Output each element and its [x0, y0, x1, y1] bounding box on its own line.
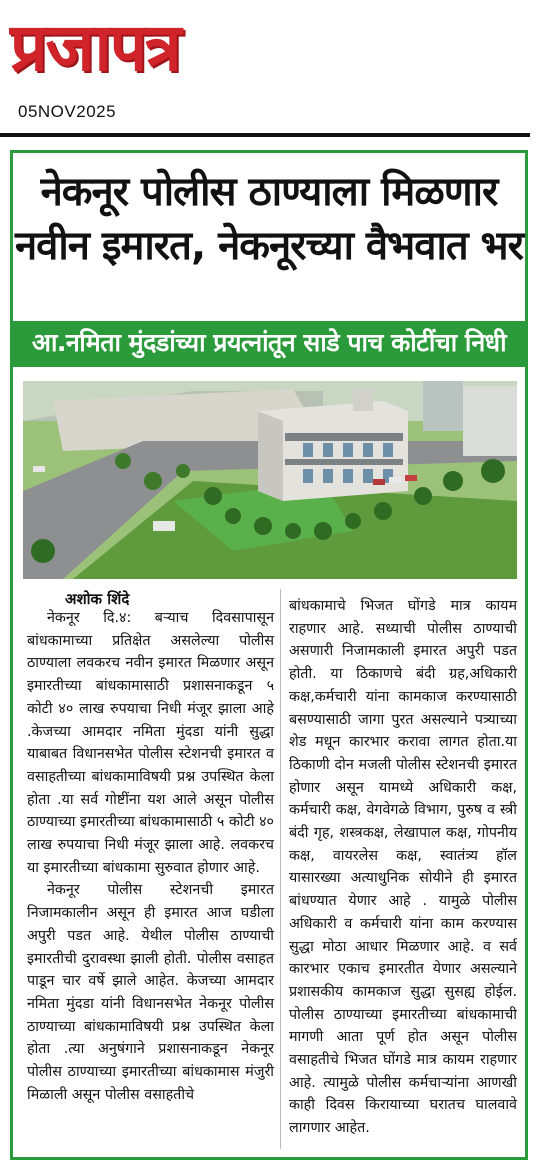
left-paragraph-1: नेकनूर दि.४: बऱ्याच दिवसापासून बांधकामाच्या प्रतिक्षेत असलेल्या पोलीस ठाण्याला लवकरच नवीन इमारत मिळणार असून इमारतीच्या बांधकामासाठी प्रशासनाकडून ५ कोटी ४० लाख रुपयाचा निधी मंजूर झाला आहे .केजच्या आमदार नमिता मुंदडा यांनी सुद्धा याबाबत विधानसभेत पोलीस स्टेशनची इमारत व वसाहतीच्या बांधकामाविषयी प्रश्न उपस्थित केला होता .या सर्व गोष्टींना यश आले असून पोलीस ठाण्याच्या इमारतीच्या बांधकामासाठी ५ कोटी ४० लाख रुपयाचा निधी मंजूर झाला आहे. लवकरच या इमारतीच्या बांधकामा सुरुवात होणार आहे.: [27, 610, 274, 876]
left-paragraph-2: नेकनूर पोलीस स्टेशनची इमारत निजामकालीन असून ही इमारत आज घडीला अपुरी पडत आहे. येथील पोलीस ठाण्याची इमारतीची दुरावस्था झाली होती. पोलीस वसाहत पाडून चार वर्षे झाले आहेत. केजच्या आमदार नमिता मुंदडा यांनी विधानसभेत नेकनूर पोलीस ठाण्याच्या बांधकामाविषयी प्रश्न उपस्थित केला होता .त्या अनुषंगाने प्रशासनाकडून नेकनूर पोलीस ठाण्याच्या इमारतीच्या बांधकामास मंजुरी मिळाली असून पोलीस वसाहतीचे: [27, 882, 274, 1103]
article-right-column: [289, 595, 517, 1140]
masthead-divider: [0, 133, 530, 137]
article-byline: अशोक शिंदे: [65, 590, 130, 608]
subheadline-banner: [13, 321, 525, 367]
building-rendering-image: [23, 381, 517, 579]
article-headline: [13, 165, 525, 273]
column-divider: [280, 589, 281, 1149]
headline-line-2: नवीन इमारत, नेकनूरच्या वैभवात भर: [14, 223, 524, 269]
masthead: [0, 0, 542, 140]
article-subheadline: आ.नमिता मुंदडांच्या प्रयत्नांतून साडे पाच कोटींचा निधी: [31, 328, 507, 357]
issue-date: 05NOV2025: [18, 102, 117, 121]
article-left-column: [27, 607, 274, 1106]
building-rendering-illustration: [23, 381, 517, 579]
headline-line-1: नेकनूर पोलीस ठाण्याला मिळणार: [40, 169, 498, 215]
news-article: [10, 150, 528, 1160]
right-paragraph-1: बांधकामाचे भिजत घोंगडे मात्र कायम राहणार आहे. सध्याची पोलीस ठाण्याची असणारी निजामकाली इमारत अपुरी पडत होती. या ठिकाणचे बंदी ग्रह,अधिकारी कक्ष,कर्मचारी यांना कामकाज करण्यासाठी बसण्यासाठी जागा पुरत असल्याने पत्र्याच्या शेड मधून कारभार करावा लागत होता.या ठिकाणी दोन मजली पोलीस स्टेशनची इमारत होणार असून यामध्ये अधिकारी कक्ष, कर्मचारी कक्ष, वेगवेगळे विभाग, पुरुष व स्त्री बंदी गृह, शस्त्रकक्ष, लेखापाल कक्ष, गोपनीय कक्ष, वायरलेस कक्ष, स्वातंत्र्य हॉल यासारख्या अत्याधुनिक सोयीने ही इमारत बांधण्यात येणार आहे . यामुळे पोलीस अधिकारी व कर्मचारी यांना काम करण्यास सुद्धा मोठा आधार मिळणार आहे. व सर्व कारभार एकाच इमारतीत येणार असल्याने प्रशासकीय कामकाज सुद्धा सुसह्य होईल. पोलीस ठाण्याच्या इमारतीच्या बांधकामाची मागणी आता पूर्ण होत असून पोलीस वसाहतीचे भिजत घोंगडे मात्र कायम राहणार आहे. त्यामुळे पोलीस कर्मचाऱ्यांना आणखी काही दिवस किरायाच्या घरातच घालवावे लागणार आहेत.: [289, 598, 517, 1137]
newspaper-logo: प्रजापत्र: [10, 9, 180, 86]
